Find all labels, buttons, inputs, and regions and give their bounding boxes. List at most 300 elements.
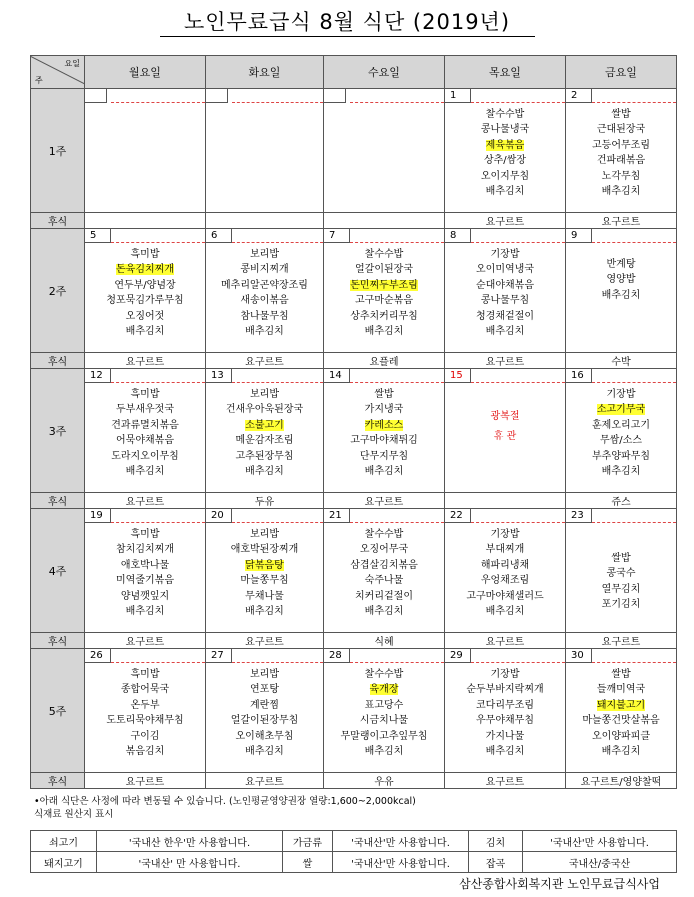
menu-item-text: 기장밥 (606, 389, 636, 400)
menu-item (566, 566, 676, 581)
menu-list (206, 523, 323, 619)
menu-item (206, 278, 323, 293)
menu-item-text: 고추된장무침 (235, 450, 294, 462)
menu-item-text: 근대된장국 (596, 124, 646, 136)
menu-item (566, 107, 676, 122)
menu-item-text: 기장밥 (490, 669, 520, 680)
date-number: 8 (445, 229, 471, 243)
menu-item-text: 보리밥 (250, 529, 279, 540)
menu-item (445, 713, 565, 728)
menu-table (30, 55, 677, 789)
menu-item-text: 쌀밥 (611, 109, 631, 120)
date-divider (471, 662, 565, 663)
footer-organization: 삼산종합사회복지관 노인무료급식사업 (459, 877, 660, 891)
menu-list (324, 383, 444, 479)
menu-item-text: 미역줄기볶음 (116, 575, 174, 587)
menu-item (206, 682, 323, 697)
menu-list (85, 383, 205, 479)
menu-item (206, 573, 323, 588)
menu-item-text: 마늘쫑무침 (240, 575, 289, 587)
menu-item (566, 272, 676, 287)
menu-item (85, 418, 205, 433)
menu-item (206, 464, 323, 479)
snack-cell: 우유 (324, 773, 445, 789)
header-corner (31, 56, 85, 89)
menu-item-text: 구이김 (130, 730, 160, 742)
day-header-thu: 목요일 (445, 56, 566, 89)
menu-item-text: 순대야채볶음 (476, 279, 534, 291)
snack-cell: 요구르트 (85, 773, 206, 789)
menu-item (324, 309, 444, 324)
menu-item-text: 콩국수 (606, 568, 636, 580)
menu-item (85, 542, 205, 557)
menu-item (445, 324, 565, 339)
day-cell (566, 229, 677, 353)
menu-item (566, 169, 676, 184)
date-number: 16 (566, 369, 592, 383)
menu-item (324, 682, 444, 697)
menu-item (324, 433, 444, 448)
date-divider (592, 382, 676, 383)
menu-item-text: 오이지무침 (480, 170, 530, 182)
menu-item (85, 744, 205, 759)
snack-cell (445, 493, 566, 509)
menu-item-text: 시금치나물 (359, 715, 409, 727)
menu-list (566, 383, 676, 479)
menu-item-text: 흑미밥 (130, 669, 160, 680)
menu-item (566, 138, 676, 153)
date-divider (471, 382, 565, 383)
menu-item (566, 257, 676, 272)
menu-item (324, 698, 444, 713)
date-number: 14 (324, 369, 350, 383)
snack-cell: 요플레 (324, 353, 445, 369)
menu-item-text: 순두부바지락찌개 (466, 684, 544, 696)
day-cell (445, 369, 566, 493)
menu-item (324, 278, 444, 293)
menu-item-text: 배추김치 (601, 289, 641, 301)
date-divider (592, 242, 676, 243)
week-row (31, 369, 677, 493)
menu-item (566, 698, 676, 713)
day-cell (324, 229, 445, 353)
date-divider (471, 242, 565, 243)
date-divider (111, 522, 205, 523)
menu-item-text: 배추김치 (245, 746, 284, 758)
day-header-fri: 금요일 (566, 56, 677, 89)
note-line: 식재료 원산지 표시 (34, 809, 114, 820)
menu-item (445, 169, 565, 184)
menu-item-highlighted: 돼지불고기 (596, 699, 646, 711)
menu-item (445, 558, 565, 573)
menu-item (206, 309, 323, 324)
week-label: 5주 (31, 649, 85, 773)
menu-item-text: 청포묵김가루무침 (106, 295, 184, 307)
menu-item-text: 치커리겉절이 (355, 590, 413, 602)
date-divider (471, 522, 565, 523)
menu-item (445, 309, 565, 324)
menu-item (85, 667, 205, 682)
snack-cell (206, 213, 324, 229)
snack-cell: 요구르트 (566, 633, 677, 649)
menu-item-text: 배추김치 (245, 606, 284, 618)
day-cell (206, 649, 324, 773)
date-divider (592, 662, 676, 663)
menu-item-text: 쌀밥 (611, 553, 631, 564)
snack-cell: 요구르트 (85, 493, 206, 509)
origin-table (30, 830, 677, 873)
menu-item (324, 293, 444, 308)
menu-item-text: 양념깻잎지 (120, 590, 170, 602)
week-label: 4주 (31, 509, 85, 633)
snack-label: 후식 (31, 773, 85, 789)
snack-cell: 식혜 (324, 633, 445, 649)
day-cell (445, 229, 566, 353)
day-cell (566, 509, 677, 633)
menu-item (566, 682, 676, 697)
menu-list (445, 243, 565, 339)
menu-item (324, 589, 444, 604)
menu-item (85, 464, 205, 479)
menu-item (445, 667, 565, 682)
menu-item (206, 604, 323, 619)
snack-cell: 요구르트 (445, 773, 566, 789)
menu-item-text: 어묵야채볶음 (116, 435, 174, 447)
menu-item-text: 해파리냉채 (480, 559, 530, 571)
menu-item (206, 324, 323, 339)
menu-item (85, 604, 205, 619)
origin-row (31, 831, 677, 852)
menu-item-text: 찰수수밥 (364, 669, 404, 680)
menu-item (445, 122, 565, 137)
origin-food: 쇠고기 (31, 831, 97, 852)
menu-item-text: 볶음김치 (125, 746, 165, 758)
origin-food: 돼지고기 (31, 852, 97, 873)
date-divider (232, 102, 323, 103)
menu-item-text: 마늘쫑건맛살볶음 (582, 715, 660, 727)
menu-item-text: 종합어묵국 (120, 684, 170, 696)
origin-value: '국내산' 만 사용합니다. (97, 852, 283, 873)
menu-item-text: 얼갈이된장무침 (230, 715, 299, 727)
menu-item-text: 오징어무국 (359, 544, 409, 556)
menu-item (85, 558, 205, 573)
menu-item-text: 기장밥 (490, 529, 520, 540)
menu-item-highlighted: 닭볶음탕 (245, 559, 284, 571)
menu-item-text: 고구마야채샐러드 (466, 590, 544, 602)
menu-item (445, 293, 565, 308)
menu-item-text: 콩나물냉국 (480, 124, 530, 136)
menu-item (324, 527, 444, 542)
day-cell (566, 649, 677, 773)
menu-list (566, 663, 676, 759)
day-header-tue: 화요일 (206, 56, 324, 89)
menu-item-text: 숙주나물 (364, 575, 404, 587)
menu-item-text: 무말랭이고추잎무침 (340, 730, 428, 742)
menu-item (566, 153, 676, 168)
snack-cell: 요구르트 (85, 633, 206, 649)
menu-item (445, 153, 565, 168)
menu-item-text: 들깨미역국 (596, 684, 646, 696)
menu-list (206, 243, 323, 339)
menu-item (206, 247, 323, 262)
menu-item (85, 309, 205, 324)
snack-cell: 요구르트 (206, 633, 324, 649)
origin-food: 쌀 (283, 852, 333, 873)
date-number: 30 (566, 649, 592, 663)
snack-row (31, 213, 677, 229)
snack-cell (85, 213, 206, 229)
menu-item (85, 698, 205, 713)
menu-item-text: 흑미밥 (130, 389, 160, 400)
date-number: 15 (445, 369, 471, 383)
menu-list (85, 523, 205, 619)
menu-item-text: 배추김치 (485, 606, 525, 618)
menu-item (206, 402, 323, 417)
menu-item (85, 573, 205, 588)
snack-row (31, 493, 677, 509)
date-number: 2 (566, 89, 592, 103)
menu-item (324, 464, 444, 479)
menu-item (324, 387, 444, 402)
menu-item (324, 449, 444, 464)
snack-cell: 요구르트 (206, 773, 324, 789)
menu-item-text: 보리밥 (250, 249, 279, 260)
menu-item-text: 가지냉국 (364, 404, 404, 416)
menu-item (566, 744, 676, 759)
snack-cell: 요구르트 (566, 213, 677, 229)
snack-row (31, 353, 677, 369)
menu-item (445, 138, 565, 153)
menu-item-text: 부대찌개 (485, 544, 525, 556)
holiday-notice (445, 383, 565, 447)
menu-item (445, 247, 565, 262)
menu-item-text: 우엉채조림 (480, 575, 530, 587)
menu-item-text: 표고당수 (364, 699, 404, 711)
menu-item-text: 배추김치 (364, 746, 404, 758)
date-divider (592, 102, 676, 103)
menu-item-highlighted: 돈육김치찌개 (116, 264, 174, 276)
date-number: 7 (324, 229, 350, 243)
menu-item-highlighted: 소불고기 (245, 419, 284, 431)
menu-item-text: 오징어젓 (125, 310, 165, 322)
menu-item (445, 604, 565, 619)
menu-item-text: 배추김치 (364, 606, 404, 618)
menu-item-text: 참치김치찌개 (116, 544, 174, 556)
menu-item (85, 682, 205, 697)
date-number: 29 (445, 649, 471, 663)
snack-cell: 두유 (206, 493, 324, 509)
menu-item-text: 고구마순볶음 (355, 295, 413, 307)
menu-item (445, 589, 565, 604)
menu-item-text: 새송이볶음 (240, 295, 289, 307)
snack-cell: 요구르트 (206, 353, 324, 369)
day-cell (206, 229, 324, 353)
date-number: 5 (85, 229, 111, 243)
menu-item-highlighted: 제육볶음 (485, 139, 525, 151)
menu-item-text: 두부새우젓국 (116, 404, 174, 416)
menu-list (206, 663, 323, 759)
menu-item (566, 449, 676, 464)
day-cell (206, 369, 324, 493)
menu-item-text: 오이미역냉국 (476, 264, 534, 276)
menu-item-text: 찰수수밥 (364, 529, 404, 540)
menu-item (206, 293, 323, 308)
menu-item-text: 고구마야채튀김 (350, 435, 418, 447)
menu-item-text: 청경채겉절이 (476, 310, 534, 322)
date-number: 21 (324, 509, 350, 523)
snack-cell: 요구르트 (445, 213, 566, 229)
menu-item-text: 노각무침 (601, 170, 641, 182)
day-cell (566, 369, 677, 493)
snack-cell: 수박 (566, 353, 677, 369)
menu-item (566, 582, 676, 597)
origin-value: '국내산'만 사용합니다. (523, 831, 677, 852)
menu-item-text: 부추양파무침 (592, 450, 650, 462)
week-row (31, 229, 677, 353)
page-title: 노인무료급식 8월 식단 (2019년) (183, 10, 511, 34)
menu-item (85, 278, 205, 293)
menu-item (85, 247, 205, 262)
snack-cell: 요구르트 (324, 493, 445, 509)
snack-cell: 쥬스 (566, 493, 677, 509)
menu-item-text: 메운감자조림 (235, 435, 294, 447)
menu-item (85, 262, 205, 277)
menu-list (445, 103, 565, 199)
menu-item (566, 464, 676, 479)
menu-item-text: 흑미밥 (130, 529, 160, 540)
menu-item-text: 건파래볶음 (596, 155, 646, 167)
menu-item (85, 402, 205, 417)
menu-item (324, 247, 444, 262)
menu-item (85, 449, 205, 464)
menu-item-text: 영양밥 (606, 274, 636, 286)
snack-cell: 요구르트/영양찰떡 (566, 773, 677, 789)
date-divider (111, 242, 205, 243)
menu-item-text: 건새우아욱된장국 (225, 404, 304, 416)
menu-item-text: 오이양파피클 (592, 730, 650, 742)
day-cell (566, 89, 677, 213)
menu-item (566, 551, 676, 566)
menu-list (324, 663, 444, 759)
menu-item-text: 견과류멸치볶음 (111, 419, 179, 431)
menu-item-text: 애호박나물 (120, 559, 170, 571)
menu-item-text: 참나물무침 (240, 310, 289, 322)
menu-item (445, 542, 565, 557)
menu-item (445, 573, 565, 588)
snack-label: 후식 (31, 353, 85, 369)
origin-value: '국내산'만 사용합니다. (333, 852, 469, 873)
menu-item-text: 상추/쌈장 (483, 155, 526, 167)
day-header-wed: 수요일 (324, 56, 445, 89)
date-divider (592, 522, 676, 523)
menu-item (566, 729, 676, 744)
menu-item (445, 184, 565, 199)
menu-item-text: 배추김치 (245, 326, 284, 338)
menu-item-text: 배추김치 (125, 606, 165, 618)
menu-item (566, 288, 676, 303)
date-number: 12 (85, 369, 111, 383)
date-divider (350, 522, 444, 523)
menu-item-text: 메추리알곤약장조림 (221, 279, 308, 291)
menu-item-text: 배추김치 (364, 326, 404, 338)
snack-cell (324, 213, 445, 229)
day-cell (85, 369, 206, 493)
date-number: 27 (206, 649, 232, 663)
menu-list (566, 523, 676, 613)
menu-item (566, 433, 676, 448)
menu-item (324, 402, 444, 417)
menu-item (445, 729, 565, 744)
date-number (85, 89, 107, 103)
menu-item-text: 무쌈/소스 (599, 435, 642, 447)
week-row (31, 509, 677, 633)
menu-item (566, 402, 676, 417)
menu-item-text: 배추김치 (485, 746, 525, 758)
menu-item (206, 744, 323, 759)
menu-list (445, 523, 565, 619)
menu-item-text: 오이해초무침 (235, 730, 294, 742)
menu-item (566, 713, 676, 728)
menu-item-text: 연포탕 (250, 684, 279, 696)
date-divider (232, 522, 323, 523)
menu-item (206, 667, 323, 682)
menu-item-text: 단무지무침 (359, 450, 409, 462)
menu-item-text: 찰수수밥 (364, 249, 404, 260)
menu-item-text: 쌀밥 (374, 389, 394, 400)
menu-item-text: 도라지오이무침 (111, 450, 179, 462)
menu-item-text: 콩비지찌개 (240, 264, 289, 276)
week-row (31, 89, 677, 213)
date-number: 6 (206, 229, 232, 243)
menu-item (566, 597, 676, 612)
date-divider (111, 382, 205, 383)
day-cell (206, 509, 324, 633)
menu-item-text: 배추김치 (485, 326, 525, 338)
week-label: 1주 (31, 89, 85, 213)
menu-item-highlighted: 육개장 (369, 684, 399, 696)
day-cell (445, 509, 566, 633)
day-cell (85, 229, 206, 353)
menu-item (445, 107, 565, 122)
menu-item-text: 도토리묵야채무침 (106, 715, 184, 727)
date-number: 19 (85, 509, 111, 523)
menu-item (85, 293, 205, 308)
date-number (324, 89, 346, 103)
menu-item (324, 542, 444, 557)
menu-item (445, 698, 565, 713)
date-divider (232, 242, 323, 243)
date-number: 9 (566, 229, 592, 243)
menu-item-text: 배추김치 (601, 746, 641, 758)
menu-list (85, 663, 205, 759)
menu-item-text: 콩나물무침 (480, 295, 530, 307)
menu-list (206, 383, 323, 479)
menu-item-text: 포기김치 (601, 599, 641, 611)
date-number: 23 (566, 509, 592, 523)
snack-row (31, 633, 677, 649)
menu-item-text: 코다리무조림 (476, 699, 534, 711)
date-divider (350, 662, 444, 663)
date-divider (471, 102, 565, 103)
menu-item-text: 배추김치 (364, 466, 404, 478)
origin-row (31, 852, 677, 873)
menu-item-text: 배추김치 (601, 186, 641, 198)
date-number: 20 (206, 509, 232, 523)
corner-day-label: 요일 (64, 59, 80, 68)
menu-item-text: 가지나물 (485, 730, 525, 742)
date-divider (111, 102, 205, 103)
menu-item-text: 기장밥 (490, 249, 520, 260)
